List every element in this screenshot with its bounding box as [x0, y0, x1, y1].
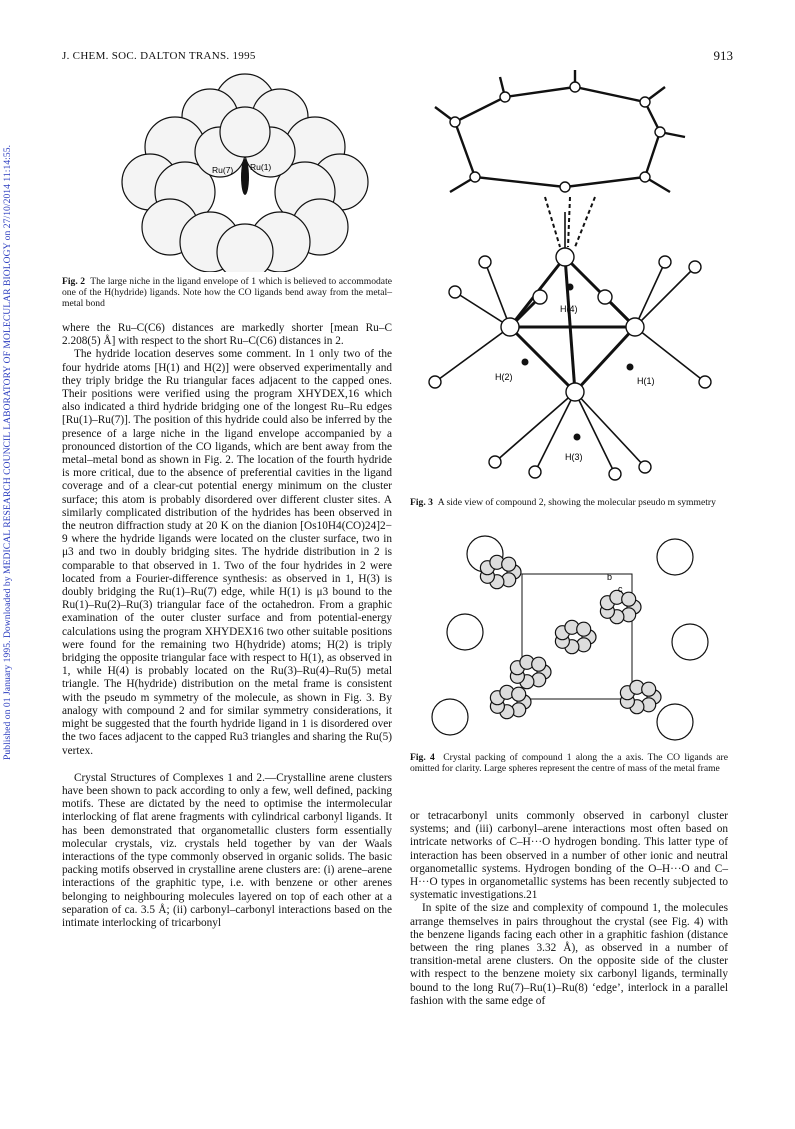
fig2-caption-text: The large niche in the ligand envelope of 1 which is believed to accommodate one of the H(hydride) ligands. Note how the CO ligands bend away from the metal–metal bond	[62, 276, 392, 310]
fig4-caption-label: Fig. 4	[410, 752, 435, 763]
atom-circles	[429, 82, 711, 480]
fig4-label-c: c	[618, 584, 623, 594]
fig3-label-h4: H(4)	[560, 304, 578, 314]
metal-frame-sphere	[672, 624, 708, 660]
page-number: 913	[713, 48, 733, 63]
fig3-label-h2: H(2)	[495, 372, 513, 382]
ligand-sphere	[217, 224, 273, 272]
metal-frame-sphere	[657, 704, 693, 740]
fig4-drawing	[425, 532, 715, 742]
ligand-sphere	[220, 107, 270, 157]
fig2-image	[100, 72, 390, 272]
fig3-label-h1: H(1)	[637, 376, 655, 386]
fig3-image	[415, 62, 725, 492]
atom-sphere	[642, 682, 656, 696]
atom-sphere	[622, 592, 636, 606]
metal-frame-sphere	[657, 539, 693, 575]
fig4-image	[425, 532, 715, 742]
fig3-drawing	[415, 62, 725, 492]
atom-sphere	[577, 622, 591, 636]
paragraph: Crystal Structures of Complexes 1 and 2.—Crystalline arene clusters have been shown to pack according to only a few, well defined, packing motifs. These are dictated by the need to optimise the intermolecular interlocking of flat arene fragments with cylindrical carbonyl ligands. It has been demonstrated that organometallic clusters form essentially molecular crystals, viz. crystals held together by van der Waals interactions of the type commonly observed in organic solids. The basic packing motifs observed in crystalline arene clusters are: (i) arene–arene interactions of the graphitic type, i.e. with benzene or other arenes belonging to neighbouring molecules layered on top of each other at a separation of ca. 3.5 Å; (ii) carbonyl–carbonyl interactions based on the intimate interlocking of tricarbonyl	[62, 771, 392, 929]
paragraph: The hydride location deserves some comment. In 1 only two of the four hydride atoms [H(1) and H(2)] were observed experimentally and they triply bridge the Ru triangular faces adjacent to the capped ones. Their positions were verified using the program XHYDEX,16 which also indicated a third hydride bridging one of the longest Ru–Ru edges [Ru(1)–Ru(7)]. The position of this hydride could also be inferred by the presence of a large niche in the ligand envelope accompanied by a pronounced distortion of the CO ligands, which are bent away from the metal–metal bond as shown in Fig. 2. The location of the fourth hydride is more critical, due to the absence of preferential cavities in the ligand coverage and of a clear-cut potential energy minimum on the cluster surface; this atom is probably disordered over different cluster sites. A similarly complicated distribution of the hydrides has been observed in the neutron diffraction study at 20 K on the dianion [Os10H4(CO)24]2− 9 where the hydride ligands were located on the cluster surface, two in μ3 and two in doubly bridging sites. The hydride distribution in 2 is comparable to that observed in 1. Two of the four hydrides in 2 were located from a Fourier-difference synthesis: as observed in 1, H(3) is doubly bridging the Ru(1)–Ru(7) edge, while H(1) is μ3 bound to the Ru(1)–Ru(2)–Ru(3) triangular face of the octahedron. From a graphic examination of the outer cluster surface and from potential-energy calculations using the program XHYDEX16 two other suitable positions were found for the remaining two H(hydride) atoms; H(2) is triply bridging the opposite triangular face with respect to H(1), as observed in 1, while H(4) is probably located on the Ru(3)–Ru(4)–Ru(5) metal triangle. The H(hydride) distribution on the metal frame is consistent with the pseudo m symmetry of the molecule, as shown in Fig. 3. By analogy with compound 2 and for similar symmetry considerations, it might be suggested that the fourth hydride ligand in 1 is disordered over the two faces adjacent to the capped Ru3 triangles and sharing the Ru(5) vertex.	[62, 348, 392, 757]
fig2-caption	[62, 276, 392, 310]
fig2-drawing	[100, 72, 390, 272]
fig3-caption-label: Fig. 3	[410, 497, 433, 508]
fig4-caption	[410, 752, 728, 774]
fig4-caption-text: Crystal packing of compound 1 along the a axis. The CO ligands are omitted for clarity. Large spheres represent the centre of mass of the metal frame	[410, 752, 728, 775]
paragraph: where the Ru–C(C6) distances are markedly shorter [mean Ru–C 2.208(5) Å] with respect to the short Ru–C(C6) distances in 2.	[62, 322, 392, 348]
ring-cluster-links	[545, 197, 595, 247]
metal-frame-sphere	[432, 699, 468, 735]
download-watermark	[2, 40, 16, 760]
atom-sphere	[532, 657, 546, 671]
metal-frame-sphere	[447, 614, 483, 650]
fig4-label-b: b	[607, 572, 613, 582]
right-column	[410, 810, 728, 1008]
atom-sphere	[512, 687, 526, 701]
ru-ru-bond	[241, 159, 249, 195]
atom-sphere	[502, 557, 516, 571]
fig2-label-ru1: Ru(1)	[250, 162, 272, 172]
paragraph: In spite of the size and complexity of compound 1, the molecules arrange themselves in pairs throughout the crystal (see Fig. 4) with the benzene ligands facing each other in a graphitic fashion (distance between the ring planes 3.32 Å), as observed in a number of transition-metal arene clusters. On the opposite side of the cluster with respect to the benzene moiety six carbonyl ligands, terminally bound to the long Ru(7)–Ru(1)–Ru(8) ‘edge’, interlock in a parallel fashion with the same edge of	[410, 902, 728, 1007]
cluster-bonds	[510, 257, 635, 392]
paragraph: or tetracarbonyl units commonly observed in carbonyl cluster systems; and (iii) carbonyl–arene interactions most often based on intricate networks of C–H···O hydrogen bonding. This latter type of interaction has been observed in a number of other ionic and neutral organometallic systems. Hydrogen bonding of the O–H···O and C–H···O types in organometallic systems has been recently subjected to systematic investigations.21	[410, 810, 728, 902]
fig3-caption	[410, 497, 728, 508]
running-head: J. CHEM. SOC. DALTON TRANS. 1995	[62, 50, 256, 62]
fig3-label-h3: H(3)	[565, 452, 583, 462]
watermark-text: Published on 01 January 1995. Downloaded by MEDICAL RESEARCH COUNCIL LABORATORY OF MOLECULAR BIOLOGY on 27/10/2014 11:14:55.	[2, 144, 13, 760]
fig3-caption-text: A side view of compound 2, showing the molecular pseudo m symmetry	[437, 497, 716, 508]
fig2-caption-label: Fig. 2	[62, 276, 86, 287]
left-column	[62, 322, 392, 930]
fig2-label-ru7: Ru(7)	[212, 165, 234, 175]
